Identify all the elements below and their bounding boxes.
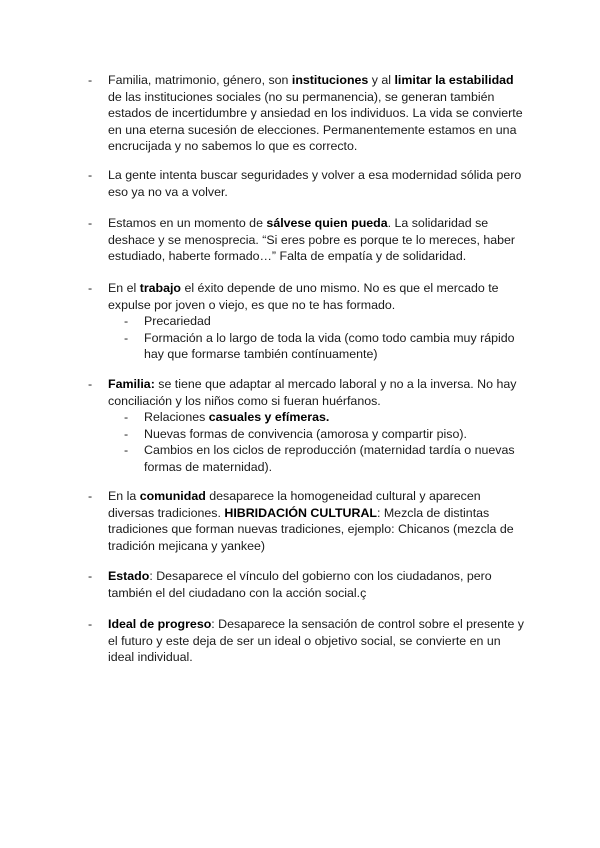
bullet-text [108, 488, 528, 554]
sub-bullet-item [124, 409, 528, 426]
text-run: En la [108, 489, 140, 503]
bold-term: Estado [108, 569, 150, 583]
bold-term: Familia: [108, 377, 155, 391]
bullet-item [88, 72, 528, 155]
sub-bullet-text: Cambios en los ciclos de reproducción (maternidad tardía o nuevas formas de maternidad). [144, 443, 515, 474]
sub-bullet-text: Formación a lo largo de toda la vida (como todo cambia muy rápido hay que formarse también contínuamente) [144, 330, 515, 361]
bullet-dash: - [88, 377, 93, 391]
bullet-dash: - [88, 216, 93, 230]
sub-bullet-text: Precariedad [144, 314, 211, 328]
sub-bullet-dash: - [124, 443, 129, 457]
bold-term: Ideal de progreso [108, 617, 212, 631]
bold-term: sálvese quien pueda [266, 216, 388, 230]
text-run: . La solidaridad se deshace y se menosprecia. “Si eres pobre es porque te lo mereces, haber estudiado, haberte formado…” Falta de empatía y de solidaridad. [108, 216, 516, 263]
bullet-text: La gente intenta buscar seguridades y volver a esa modernidad sólida pero eso ya no va a volver. [108, 168, 522, 199]
bullet-item [88, 568, 528, 601]
text-run: En el [108, 281, 140, 295]
bullet-text [108, 215, 528, 265]
text-run: y al [368, 73, 395, 87]
bold-term: casuales y efímeras. [208, 410, 330, 424]
text-run: Familia, matrimonio, género, son [108, 73, 292, 87]
sub-bullet-dash: - [124, 314, 129, 328]
bold-term: HIBRIDACIÓN CULTURAL [224, 505, 377, 520]
sub-bullet-dash: - [124, 426, 129, 441]
sub-bullet-dash: - [124, 330, 129, 345]
bullet-dash: - [88, 489, 93, 503]
bold-term: comunidad [139, 489, 206, 503]
bullet-text [108, 280, 528, 313]
bold-term: instituciones [291, 73, 369, 87]
bullet-item [88, 280, 528, 363]
bullet-text [108, 376, 528, 409]
bullet-dash: - [88, 569, 93, 583]
bullet-item [88, 215, 528, 265]
sub-bullet-item [124, 313, 528, 330]
bullet-text [108, 72, 528, 155]
bullet-dash: - [88, 168, 93, 182]
bullet-item [88, 616, 528, 666]
sub-bullet-item [124, 330, 528, 363]
bullet-item [88, 488, 528, 554]
bullet-dash: - [88, 73, 93, 87]
text-run: se tiene que adaptar al mercado laboral y no a la inversa. No hay conciliación y los niños como si fueran huérfanos. [108, 377, 517, 408]
bullet-text [108, 568, 528, 601]
text-run: Relaciones [144, 410, 209, 424]
bullet-text [108, 616, 528, 666]
text-run: de las instituciones sociales (no su permanencia), se generan también estados de incertidumbre y ansiedad en los individuos. La vida se convierte en una eterna sucesión de elecciones. Permanentemente estamos en una encrucijada y no sabemos lo que es correcto. [108, 89, 523, 153]
bold-term: trabajo [139, 281, 181, 295]
text-run: : Desaparece la sensación de control sobre el presente y el futuro y este deja de ser un ideal o objetivo social, se convierte en un ideal individual. [108, 617, 524, 664]
text-run: : Desaparece el vínculo del gobierno con los ciudadanos, pero también el del ciudadano con la acción social.ç [108, 569, 492, 600]
text-run: el éxito depende de uno mismo. No es que el mercado te expulse por joven o viejo, es que no te has formado. [108, 281, 499, 312]
bullet-item [88, 376, 528, 475]
sub-bullet-text: Nuevas formas de convivencia (amorosa y compartir piso). [144, 426, 467, 441]
sub-bullet-text [144, 409, 528, 426]
text-run: Estamos en un momento de [108, 216, 267, 230]
bullet-dash: - [88, 281, 93, 295]
bullet-dash: - [88, 617, 93, 631]
sub-bullet-dash: - [124, 410, 129, 424]
bullet-item [88, 167, 528, 200]
text-run: desaparece la homogeneidad cultural y aparecen diversas tradiciones. [108, 489, 481, 520]
sub-bullet-item [124, 426, 528, 443]
text-run: : Mezcla de distintas tradiciones que forman nuevas tradiciones, ejemplo: Chicanos (mezcla de tradición mejicana y yankee) [108, 505, 514, 553]
bold-term: limitar la estabilidad [394, 73, 514, 87]
sub-bullet-item [124, 442, 528, 475]
